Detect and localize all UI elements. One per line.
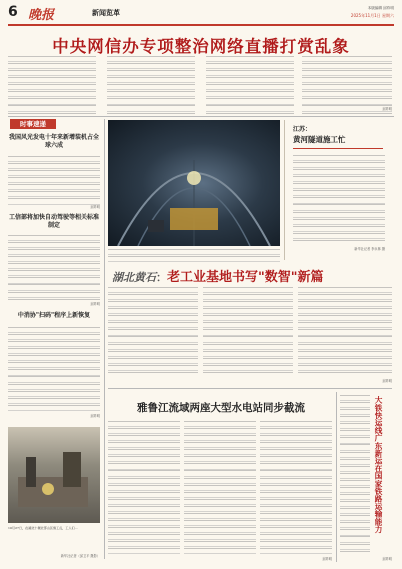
tunnel-photo-caption	[108, 248, 280, 262]
brief3-title: 中消协"扫码"程序上新恢复	[17, 312, 91, 319]
inset-editor: 新华社记者 李永林 摄	[354, 247, 385, 251]
feature-body-col-2	[203, 286, 293, 376]
sidebar-divider	[336, 392, 337, 562]
brief2-editor: 邱炸明	[90, 302, 100, 306]
feature-place: 湖北黄石	[112, 271, 156, 284]
photo-left	[8, 427, 100, 523]
tunnel-photo	[108, 120, 280, 246]
page-number: 6	[8, 4, 18, 20]
sidebar-editor: 邱炸明	[382, 557, 392, 561]
feature-title: 老工业基地书写"数智"新篇	[167, 270, 324, 285]
tunnel-icon	[108, 120, 280, 246]
inset-label: 江苏：	[293, 126, 312, 133]
column-label: 时事速递	[20, 120, 46, 128]
section-title: 新闻览革	[92, 9, 120, 17]
header-rule	[8, 24, 394, 26]
bottom-body-col-3	[260, 420, 332, 555]
column-label-box	[10, 119, 56, 129]
feature-headline: 湖北黄石：老工业基地书写"数智"新篇	[112, 270, 324, 285]
brief3-body	[8, 326, 100, 412]
feature-editor: 邱炸明	[382, 379, 392, 383]
inset-title: 黄河隧道施工忙	[293, 135, 346, 144]
newspaper-logo: 晚报	[28, 8, 55, 23]
main-story-col-2	[107, 55, 195, 115]
bottom-body-col-2	[184, 420, 256, 555]
page-header	[8, 4, 394, 26]
section-divider	[8, 116, 394, 117]
brief2-title: 工信部将加快自动驾驶等相关标准制定	[8, 214, 99, 229]
feature-body-col-1	[108, 286, 198, 376]
main-story-col-3	[206, 55, 294, 115]
brief1-body	[8, 155, 100, 205]
brief1-editor: 邱炸明	[90, 205, 100, 209]
inset-box	[284, 120, 393, 260]
brief2-body	[8, 234, 100, 300]
photo-left-credit: 新华社记者（邱卫平 摄影）	[60, 554, 100, 558]
feature-body-col-3	[298, 286, 392, 376]
bottom-editor: 邱炸明	[322, 557, 332, 561]
main-headline: 中央网信办专项整治网络直播打赏乱象	[52, 37, 350, 56]
column-divider	[104, 119, 105, 559]
issue-date: 2025年11月1日 星期六	[350, 13, 394, 18]
brief1-title: 我国风光发电十年来新增装机占全球六成	[8, 134, 99, 149]
construction-photo-icon	[8, 427, 100, 523]
inset-rule	[293, 148, 383, 149]
page-editor: 本版编辑 邱炸明	[367, 6, 394, 10]
main-story-col-1	[8, 55, 96, 115]
bottom-body-col-1	[108, 420, 180, 555]
brief3-editor: 邱炸明	[90, 414, 100, 418]
inset-body	[293, 154, 385, 244]
sidebar-body	[340, 394, 370, 554]
photo-left-caption: 10月27日，在湖北十堰北部山区施工点，工人们...	[8, 526, 78, 530]
sidebar-vertical-title: 大铁快运线广东新运在国家铁路运输能力	[374, 396, 383, 533]
feature-divider	[108, 388, 392, 389]
main-story-editor: 邱炸明	[382, 107, 392, 111]
bottom-headline: 雅鲁江流域两座大型水电站同步截流	[137, 402, 305, 414]
